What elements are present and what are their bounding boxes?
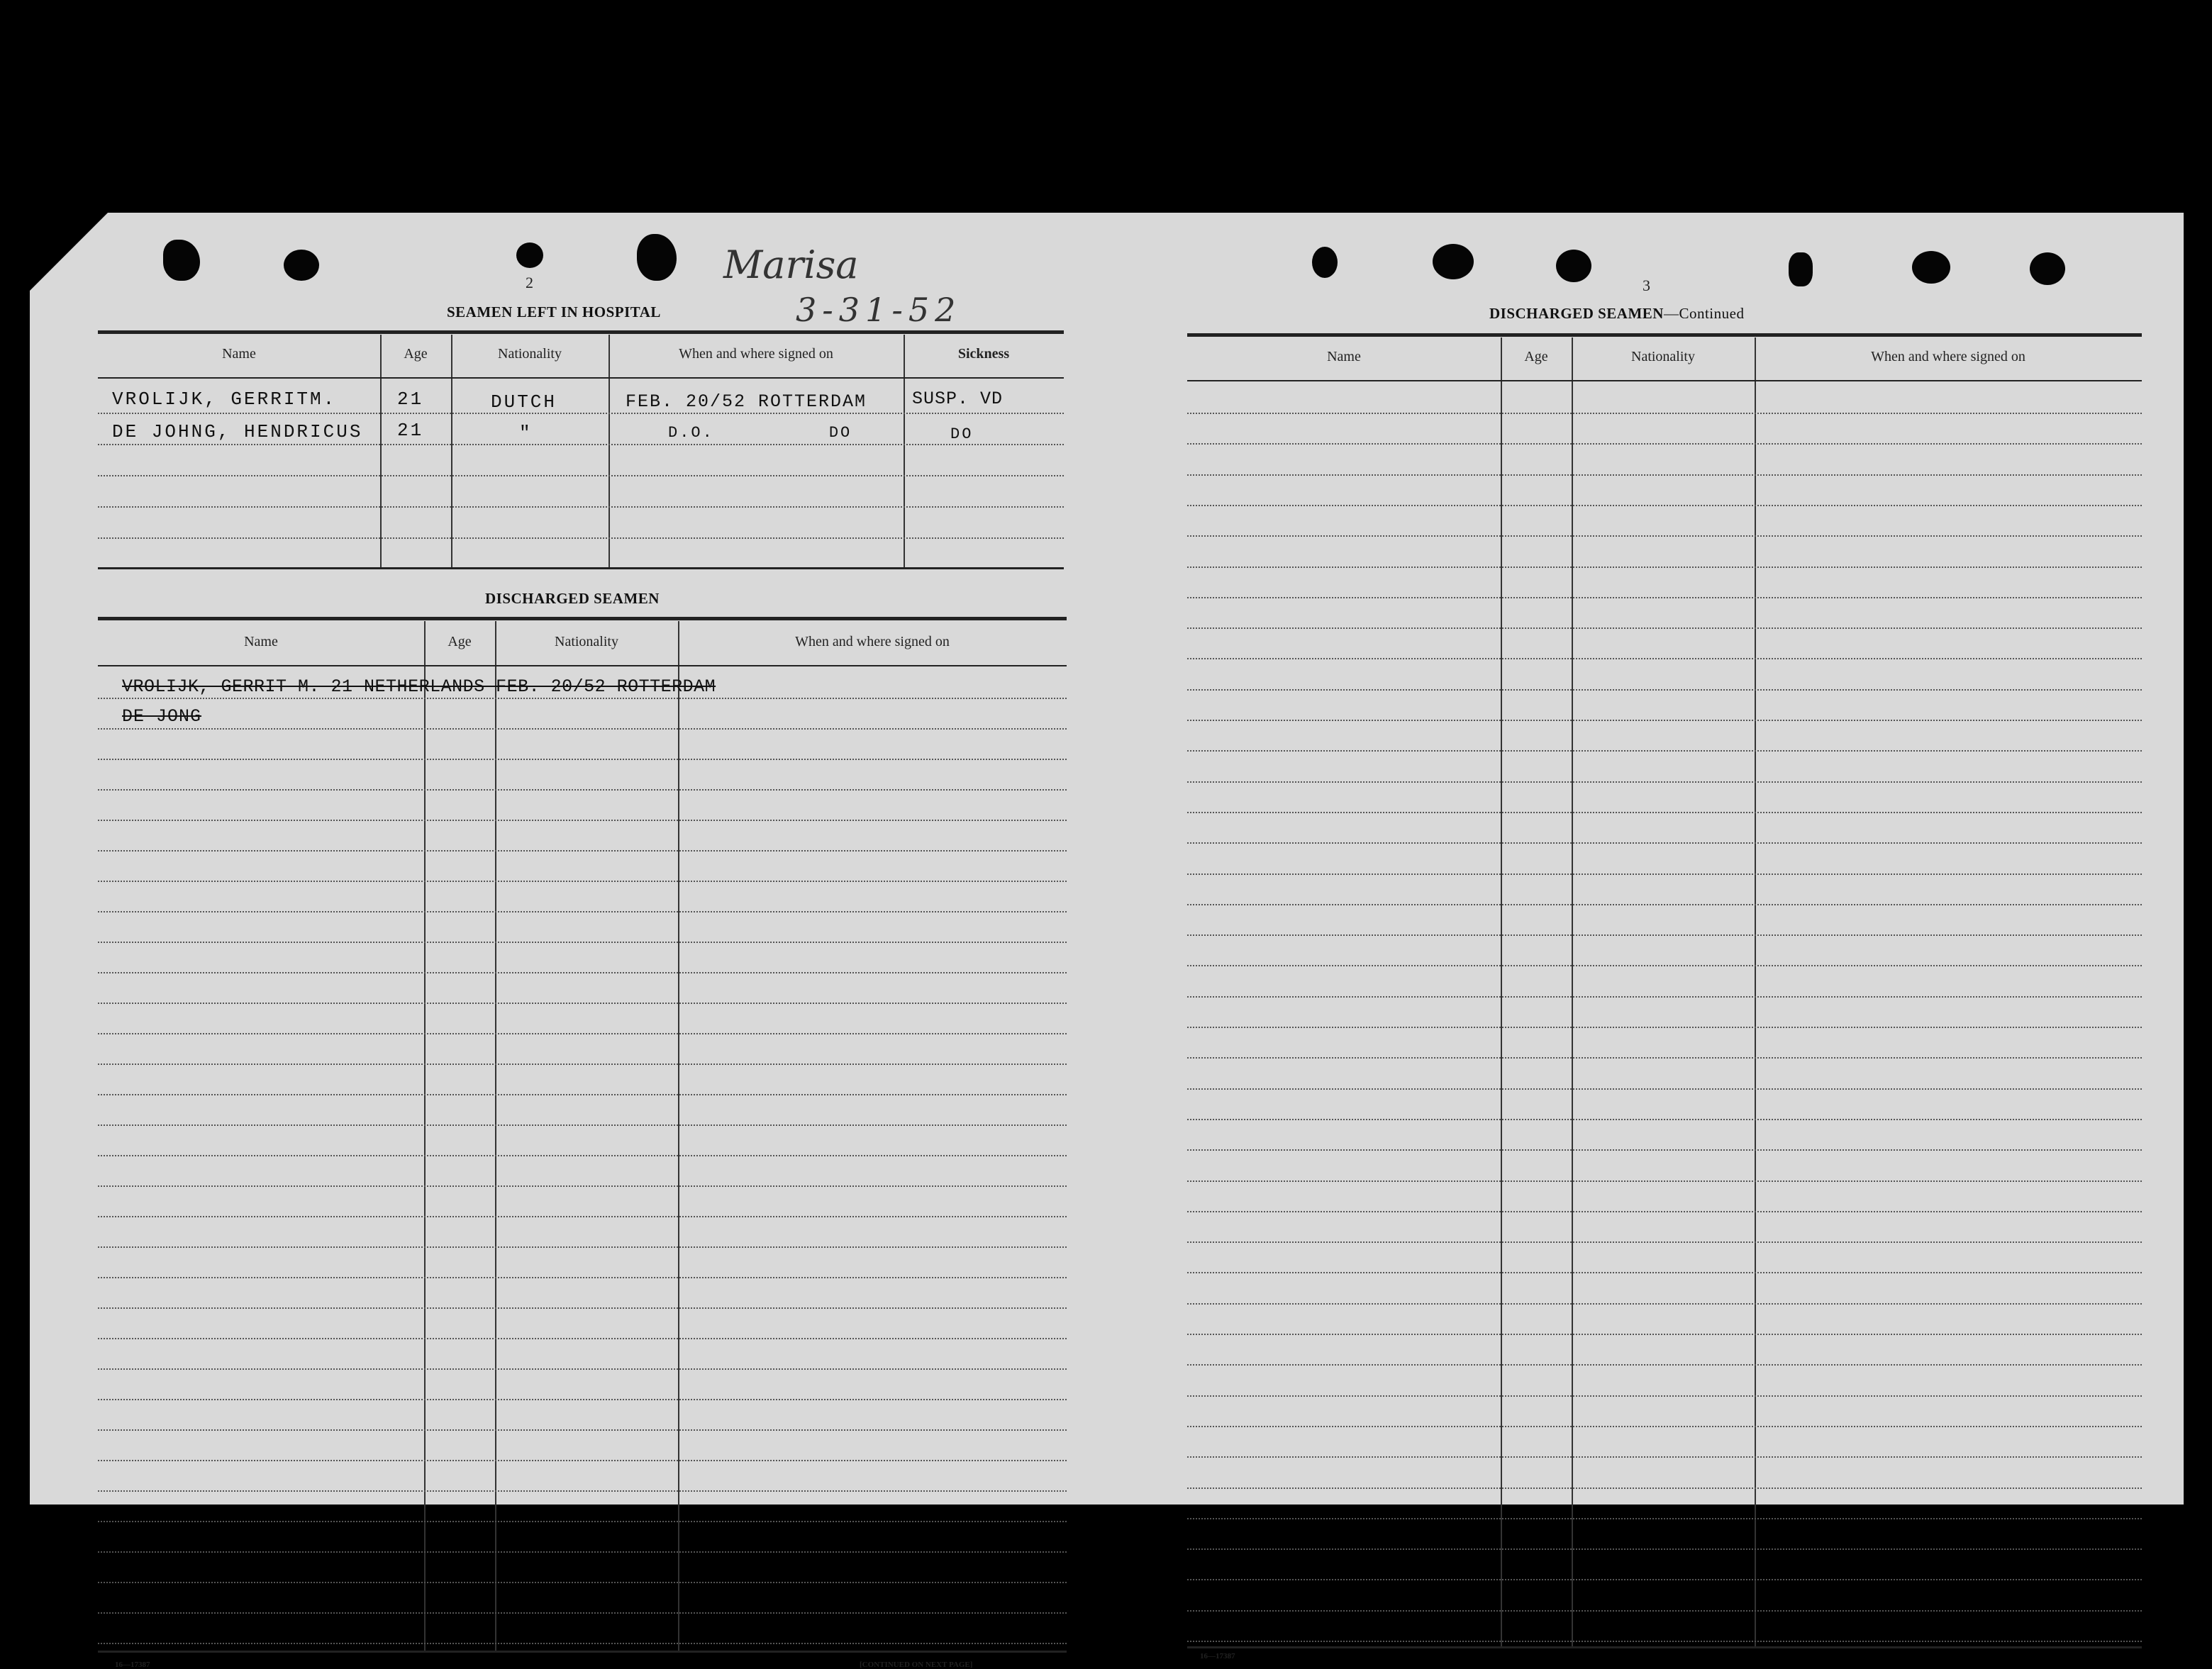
row-line <box>98 911 1067 912</box>
column-header-signed-on: When and where signed on <box>679 346 833 362</box>
hospital-row-2-name: DE JOHNG, HENDRICUS <box>112 421 363 442</box>
row-line <box>1187 1149 2142 1151</box>
row-line <box>98 881 1067 882</box>
form-number-left: 16—17387 <box>115 1660 150 1669</box>
row-line <box>98 413 1064 414</box>
header-underline <box>98 377 1064 379</box>
column-divider <box>1572 337 1573 1646</box>
row-line <box>1187 1272 2142 1273</box>
row-line <box>98 850 1067 852</box>
row-line <box>98 1094 1067 1095</box>
hospital-row-1-nationality: DUTCH <box>491 391 557 413</box>
row-line <box>1187 965 2142 966</box>
row-line <box>1187 873 2142 875</box>
hospital-row-2-age: 21 <box>397 420 424 441</box>
heading-suffix: —Continued <box>1663 305 1745 322</box>
hospital-row-1-name: VROLIJK, GERRITM. <box>112 389 337 410</box>
hospital-row-2-signed-on: D.O. DO <box>668 424 852 442</box>
row-line <box>1187 658 2142 659</box>
column-header-name: Name <box>244 634 278 649</box>
row-line <box>1187 689 2142 691</box>
column-divider <box>1755 337 1756 1646</box>
handwritten-date: 3-31-52 <box>796 291 962 329</box>
discharged-top-rule <box>98 617 1067 620</box>
column-header-signed-on: When and where signed on <box>795 634 950 649</box>
row-line <box>98 1460 1067 1461</box>
row-line <box>1187 1610 2142 1612</box>
row-line <box>98 537 1064 539</box>
row-line <box>1187 1364 2142 1366</box>
folded-corner <box>30 213 108 291</box>
header-underline <box>1187 380 2142 381</box>
row-line <box>98 728 1067 730</box>
row-line <box>1187 1027 2142 1028</box>
punch-hole <box>1556 250 1591 282</box>
column-header-signed-on: When and where signed on <box>1871 349 2025 364</box>
row-line <box>98 1033 1067 1034</box>
handwritten-ship-name: Marisa <box>723 242 859 287</box>
punch-hole <box>163 240 200 281</box>
column-divider <box>424 621 426 1652</box>
row-line <box>98 1368 1067 1370</box>
row-line <box>98 1155 1067 1156</box>
row-line <box>1187 443 2142 445</box>
right-bottom-rule <box>1187 1646 2142 1648</box>
row-line <box>1187 1456 2142 1458</box>
row-line <box>98 1643 1067 1644</box>
row-line <box>98 1399 1067 1400</box>
column-header-name: Name <box>222 346 256 362</box>
hospital-bottom-rule <box>98 567 1064 569</box>
row-line <box>1187 535 2142 537</box>
row-line <box>1187 413 2142 414</box>
row-line <box>1187 904 2142 905</box>
row-line <box>98 942 1067 943</box>
row-line <box>98 759 1067 760</box>
hospital-row-1-signed-on: FEB. 20/52 ROTTERDAM <box>626 391 867 412</box>
row-line <box>1187 1426 2142 1427</box>
row-line <box>98 1064 1067 1065</box>
row-line <box>98 1490 1067 1492</box>
row-line <box>1187 781 2142 783</box>
column-divider <box>380 335 382 569</box>
page-number-right: 3 <box>1643 277 1650 294</box>
row-line <box>98 1185 1067 1187</box>
discharged-continued-heading <box>1489 305 1744 323</box>
row-line <box>1187 1548 2142 1550</box>
punch-hole <box>637 234 677 281</box>
column-divider <box>678 621 679 1652</box>
column-header-name: Name <box>1327 349 1361 364</box>
hospital-top-rule <box>98 330 1064 334</box>
row-line <box>1187 1180 2142 1182</box>
row-line <box>1187 1088 2142 1090</box>
row-line <box>1187 1334 2142 1335</box>
row-line <box>98 1124 1067 1126</box>
hospital-section-heading: SEAMEN LEFT IN HOSPITAL <box>447 303 661 320</box>
right-top-rule <box>1187 333 2142 337</box>
punch-hole <box>2030 252 2065 285</box>
column-header-nationality: Nationality <box>1631 349 1695 364</box>
page-number-left: 2 <box>526 274 533 291</box>
row-line <box>1187 1518 2142 1519</box>
row-line <box>98 820 1067 821</box>
row-line <box>1187 566 2142 568</box>
struck-discharge-entry-name: DE JONG <box>122 706 202 727</box>
row-line <box>98 1429 1067 1431</box>
column-header-age: Age <box>448 634 472 649</box>
row-line <box>98 1612 1067 1614</box>
row-line <box>98 1246 1067 1248</box>
hospital-row-2-nationality: " <box>519 423 533 444</box>
form-number-right: 16—17387 <box>1200 1652 1235 1660</box>
column-header-age: Age <box>1524 349 1548 364</box>
row-line <box>1187 720 2142 721</box>
row-line <box>98 972 1067 973</box>
row-line <box>98 1551 1067 1553</box>
row-line <box>1187 1211 2142 1212</box>
column-divider <box>904 335 905 569</box>
hospital-row-1-sickness: SUSP. VD <box>912 389 1004 409</box>
row-line <box>1187 627 2142 629</box>
column-header-age: Age <box>404 346 428 362</box>
row-line <box>1187 1487 2142 1489</box>
row-line <box>98 1003 1067 1004</box>
row-line <box>98 1521 1067 1522</box>
row-line <box>98 789 1067 791</box>
punch-hole <box>1912 251 1950 284</box>
hospital-row-1-age: 21 <box>397 389 424 410</box>
row-line <box>98 1277 1067 1278</box>
column-divider <box>495 621 496 1652</box>
row-line <box>1187 1579 2142 1580</box>
row-line <box>98 1582 1067 1583</box>
punch-hole <box>284 250 319 281</box>
row-line <box>98 444 1064 445</box>
row-line <box>98 1338 1067 1339</box>
column-header-nationality: Nationality <box>555 634 618 649</box>
row-line <box>98 506 1064 508</box>
row-line <box>1187 505 2142 506</box>
punch-hole <box>516 242 543 268</box>
discharged-bottom-rule <box>98 1651 1067 1653</box>
row-line <box>1187 812 2142 813</box>
row-line <box>1187 1119 2142 1120</box>
row-line <box>1187 1641 2142 1642</box>
row-line <box>1187 842 2142 844</box>
column-header-nationality: Nationality <box>498 346 562 362</box>
row-line <box>1187 750 2142 752</box>
column-divider <box>451 335 452 569</box>
row-line <box>1187 1057 2142 1059</box>
register-sheet <box>30 213 2184 1669</box>
row-line <box>98 1216 1067 1217</box>
header-underline <box>98 665 1067 666</box>
row-line <box>1187 474 2142 476</box>
struck-discharge-entry: VROLIJK, GERRIT M. 21 NETHERLANDS FEB. 20/52 ROTTERDAM <box>122 676 716 697</box>
heading-main: DISCHARGED SEAMEN <box>1489 305 1664 322</box>
row-line <box>1187 1395 2142 1397</box>
row-line <box>98 1307 1067 1309</box>
punch-hole <box>1789 252 1813 286</box>
hospital-row-2-sickness: DO <box>950 425 974 443</box>
continued-note: [CONTINUED ON NEXT PAGE] <box>860 1660 973 1669</box>
row-line <box>98 475 1064 476</box>
punch-hole <box>1433 244 1474 279</box>
row-line <box>1187 996 2142 998</box>
row-line <box>1187 597 2142 598</box>
row-line <box>1187 1303 2142 1305</box>
discharged-section-heading: DISCHARGED SEAMEN <box>485 590 660 607</box>
column-divider <box>608 335 610 569</box>
column-header-sickness: Sickness <box>957 346 1010 362</box>
row-line <box>1187 934 2142 936</box>
row-line <box>1187 1241 2142 1243</box>
column-divider <box>1501 337 1502 1646</box>
row-line <box>98 698 1067 699</box>
punch-hole <box>1312 247 1338 278</box>
